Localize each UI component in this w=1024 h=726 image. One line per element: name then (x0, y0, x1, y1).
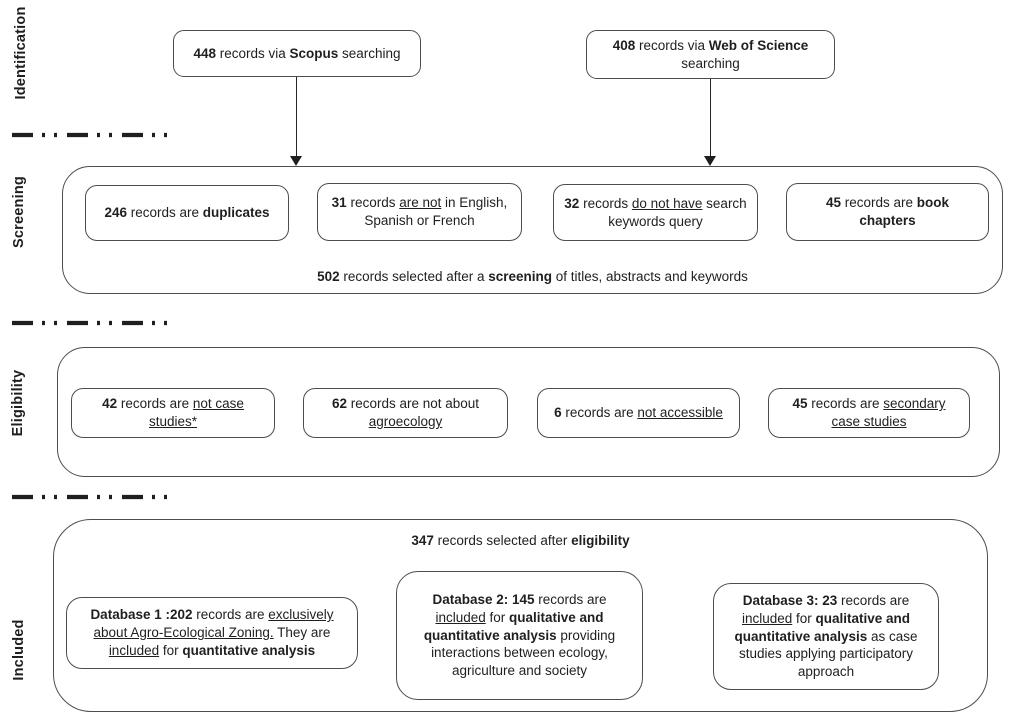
screening-summary: 502 records selected after a screening of titles, abstracts and keywords (317, 269, 748, 284)
screening-box-language (317, 183, 522, 241)
stage-divider (12, 320, 172, 326)
screening-box-keywords-text: 32 records do not have search keywords query (564, 195, 747, 229)
screening-box-language-text: 31 records are not in English, Spanish or French (331, 195, 508, 228)
flow-line-scopus (296, 77, 297, 158)
eligibility-box-secondary-case-studies (768, 388, 970, 438)
stage-label-eligibility: Eligibility (10, 369, 26, 437)
eligibility-box-not-case-studies-text: 42 records are not case studies* (102, 396, 244, 429)
included-box-database-3 (713, 583, 939, 690)
included-box-database-2-text: Database 2: 145 records are included for qualitative and quantitative analysis providing interactions between ecology, agriculture and society (423, 591, 616, 679)
included-box-database-3-text: Database 3: 23 records are included for qualitative and quantitative analysis as case studies applying participatory approach (734, 592, 918, 680)
screening-box-book-chapters-text: 45 records are book chapters (825, 195, 950, 228)
stage-label-identification: Identification (13, 6, 29, 100)
eligibility-box-not-case-studies (71, 388, 275, 438)
stage-label-screening: Screening (11, 176, 27, 248)
screening-container (62, 166, 1003, 294)
included-box-database-1-text: Database 1 :202 records are exclusively about Agro-Ecological Zoning. They are included for quantitative analysis (90, 607, 334, 658)
source-box-scopus-text: 448 records via Scopus searching (193, 45, 401, 61)
included-box-database-1 (66, 597, 358, 669)
flow-line-web-of-science (710, 79, 711, 158)
source-box-scopus (173, 30, 421, 77)
stage-divider (12, 494, 172, 500)
included-summary: 347 records selected after eligibility (411, 533, 630, 548)
screening-box-keywords (553, 184, 758, 241)
source-box-web-of-science (586, 30, 835, 79)
included-container (53, 519, 988, 712)
eligibility-box-not-accessible (537, 388, 740, 438)
eligibility-box-not-accessible-text: 6 records are not accessible (554, 405, 723, 421)
source-box-web-of-science-text: 408 records via Web of Science searching (612, 37, 809, 71)
screening-box-book-chapters (786, 183, 989, 241)
eligibility-box-secondary-case-studies-text: 45 records are secondary case studies (792, 396, 946, 429)
stage-divider (12, 132, 172, 138)
screening-box-duplicates-text: 246 records are duplicates (104, 205, 270, 221)
arrow-down-icon (704, 156, 716, 166)
screening-box-duplicates (85, 185, 289, 241)
included-box-database-2 (396, 571, 643, 700)
eligibility-box-not-agroecology (303, 388, 508, 438)
eligibility-container (57, 347, 1000, 477)
stage-label-included: Included (11, 619, 27, 681)
arrow-down-icon (290, 156, 302, 166)
eligibility-box-not-agroecology-text: 62 records are not about agroecology (331, 396, 480, 429)
